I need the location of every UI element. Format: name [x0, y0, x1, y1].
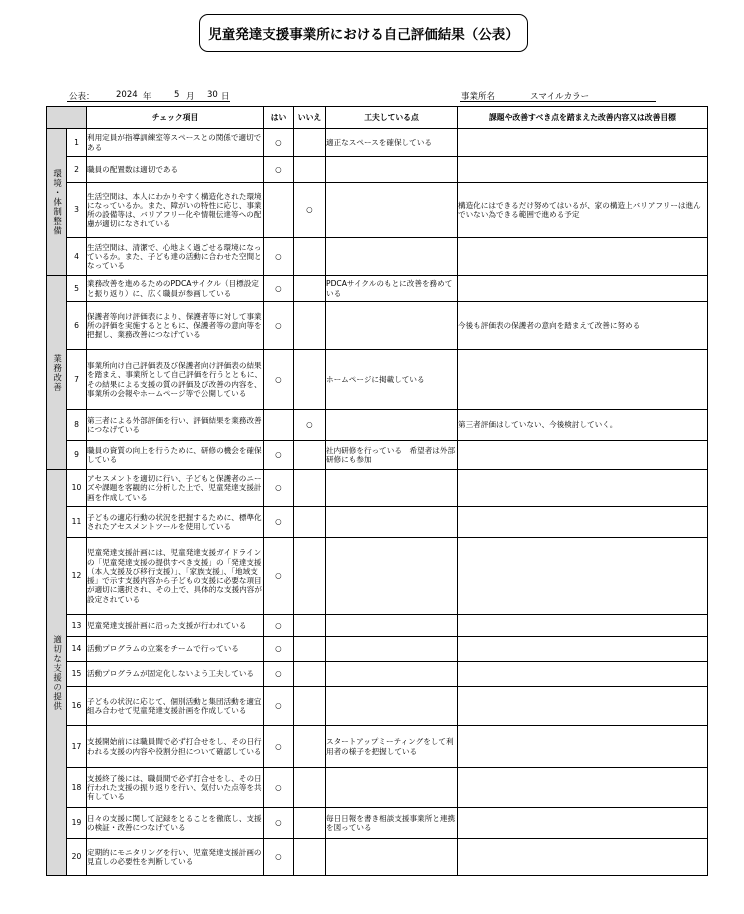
table-row — [47, 350, 708, 410]
yes-mark: ○ — [264, 350, 294, 410]
check-item-text: 利用定員が指導訓練室等スペースとの関係で適切である — [87, 129, 264, 157]
effort-text — [326, 410, 458, 441]
no-mark — [294, 808, 326, 839]
effort-text — [326, 615, 458, 637]
evaluation-table — [46, 106, 708, 876]
yes-mark: ○ — [264, 507, 294, 538]
office-name: スマイルカラー — [530, 92, 590, 102]
check-item-text: 児童発達支援計画に沿った支援が行われている — [87, 615, 264, 637]
table-row — [47, 687, 708, 726]
yes-mark: ○ — [264, 470, 294, 507]
item-number: 11 — [67, 507, 87, 538]
table-row — [47, 768, 708, 808]
item-number: 5 — [67, 276, 87, 302]
improvement-text — [458, 808, 708, 839]
check-item-text: 業務改善を進めるためのPDCAサイクル（目標設定と振り返り）に、広く職員が参画している — [87, 276, 264, 302]
improvement-text — [458, 687, 708, 726]
item-number: 19 — [67, 808, 87, 839]
effort-text — [326, 157, 458, 183]
improvement-text — [458, 238, 708, 276]
check-item-text: 日々の支援に関して記録をとることを徹底し、支援の検証・改善につなげている — [87, 808, 264, 839]
item-number: 7 — [67, 350, 87, 410]
no-mark — [294, 238, 326, 276]
effort-text: PDCAサイクルのもとに改善を務めている — [326, 276, 458, 302]
yes-mark — [264, 183, 294, 238]
check-item-text: 保護者等向け評価表により、保護者等に対して事業所の評価を実施するとともに、保護者等の意向等を把握し、業務改善につなげている — [87, 302, 264, 350]
table-row — [47, 726, 708, 768]
item-number: 6 — [67, 302, 87, 350]
office-name-field — [460, 90, 656, 102]
publication-day: 30 — [207, 90, 218, 100]
no-mark — [294, 687, 326, 726]
improvement-text — [458, 726, 708, 768]
no-mark: ○ — [294, 183, 326, 238]
category-cell — [47, 470, 67, 876]
table-row — [47, 615, 708, 637]
no-mark — [294, 637, 326, 662]
check-item-text: 職員の資質の向上を行うために、研修の機会を確保している — [87, 441, 264, 470]
item-number: 9 — [67, 441, 87, 470]
no-mark — [294, 726, 326, 768]
item-number: 15 — [67, 662, 87, 687]
check-item-text: アセスメントを適切に行い、子どもと保護者のニーズや課題を客観的に分析した上で、児童発達支援計画を作成している — [87, 470, 264, 507]
item-number: 17 — [67, 726, 87, 768]
improvement-text — [458, 662, 708, 687]
check-item-text: 児童発達支援計画には、児童発達支援ガイドラインの「児童発達支援の提供すべき支援」の「発達支援（本人支援及び移行支援）」、「家族支援」、「地域支援」で示す支援内容から子どもの支援に必要な項目が適切に選択され、その上で、具体的な支援内容が設定されている — [87, 538, 264, 615]
yes-mark: ○ — [264, 637, 294, 662]
item-number: 14 — [67, 637, 87, 662]
publication-year-unit: 年 — [143, 92, 152, 102]
yes-mark: ○ — [264, 687, 294, 726]
table-row — [47, 538, 708, 615]
category-cell — [47, 129, 67, 276]
check-item-text: 事業所向け自己評価表及び保護者向け評価表の結果を踏まえ、事業所として自己評価を行うとともに、その結果による支援の質の評価及び改善の内容を、事業所の会報やホームページ等で公開している — [87, 350, 264, 410]
no-mark — [294, 538, 326, 615]
yes-mark: ○ — [264, 538, 294, 615]
no-mark — [294, 276, 326, 302]
yes-mark: ○ — [264, 441, 294, 470]
item-number: 16 — [67, 687, 87, 726]
check-item-text: 活動プログラムが固定化しないよう工夫している — [87, 662, 264, 687]
header-efforts: 工夫している点 — [326, 107, 458, 129]
no-mark — [294, 768, 326, 808]
effort-text — [326, 183, 458, 238]
category-label: 環境・体制整備 — [51, 168, 62, 236]
improvement-text: 第三者評価はしていない、今後検討していく。 — [458, 410, 708, 441]
item-number: 3 — [67, 183, 87, 238]
table-row — [47, 470, 708, 507]
effort-text: 適正なスペースを確保している — [326, 129, 458, 157]
no-mark — [294, 662, 326, 687]
improvement-text — [458, 276, 708, 302]
category-label: 業務改善 — [51, 353, 62, 392]
publication-month: 5 — [174, 90, 180, 100]
yes-mark: ○ — [264, 615, 294, 637]
header-check-item: チェック項目 — [87, 107, 264, 129]
no-mark — [294, 839, 326, 876]
table-row — [47, 129, 708, 157]
table-row — [47, 441, 708, 470]
table-row — [47, 662, 708, 687]
no-mark: ○ — [294, 410, 326, 441]
effort-text — [326, 538, 458, 615]
yes-mark: ○ — [264, 238, 294, 276]
effort-text: ホームページに掲載している — [326, 350, 458, 410]
effort-text — [326, 238, 458, 276]
item-number: 2 — [67, 157, 87, 183]
item-number: 8 — [67, 410, 87, 441]
header-no: いいえ — [294, 107, 326, 129]
table-row — [47, 302, 708, 350]
improvement-text — [458, 129, 708, 157]
publication-label: 公表： — [69, 92, 95, 102]
category-cell — [47, 276, 67, 470]
item-number: 10 — [67, 470, 87, 507]
check-item-text: 生活空間は、清潔で、心地よく過ごせる環境になっているか。また、子ども達の活動に合わせた空間となっている — [87, 238, 264, 276]
yes-mark — [264, 410, 294, 441]
check-item-text: 支援開始前には職員間で必ず打合せをし、その日行われる支援の内容や役割分担について確認している — [87, 726, 264, 768]
office-label: 事業所名 — [461, 92, 496, 102]
no-mark — [294, 129, 326, 157]
improvement-text: 今後も評価表の保護者の意向を踏まえて改善に努める — [458, 302, 708, 350]
no-mark — [294, 157, 326, 183]
table-row — [47, 410, 708, 441]
table-row — [47, 238, 708, 276]
no-mark — [294, 302, 326, 350]
item-number: 1 — [67, 129, 87, 157]
improvement-text — [458, 157, 708, 183]
effort-text — [326, 687, 458, 726]
header-yes: はい — [264, 107, 294, 129]
effort-text — [326, 662, 458, 687]
no-mark — [294, 615, 326, 637]
no-mark — [294, 470, 326, 507]
check-item-text: 支援終了後には、職員間で必ず打合せをし、その日行われた支援の振り返りを行い、気付いた点等を共有している — [87, 768, 264, 808]
table-row — [47, 276, 708, 302]
effort-text — [326, 637, 458, 662]
header-blank — [47, 107, 87, 129]
yes-mark: ○ — [264, 302, 294, 350]
yes-mark: ○ — [264, 768, 294, 808]
table-row — [47, 839, 708, 876]
yes-mark: ○ — [264, 276, 294, 302]
no-mark — [294, 441, 326, 470]
yes-mark: ○ — [264, 808, 294, 839]
effort-text — [326, 507, 458, 538]
category-label: 適切な支援の提供 — [51, 634, 62, 711]
improvement-text: 構造化にはできるだけ努めてはいるが、家の構造上バリアフリーは進んでいない為できる範囲で進める予定 — [458, 183, 708, 238]
improvement-text — [458, 637, 708, 662]
publication-date — [67, 90, 230, 102]
improvement-text — [458, 538, 708, 615]
yes-mark: ○ — [264, 726, 294, 768]
check-item-text: 子どもの適応行動の状況を把握するために、標準化されたアセスメントツールを使用している — [87, 507, 264, 538]
effort-text: 社内研修を行っている 希望者は外部研修にも参加 — [326, 441, 458, 470]
no-mark — [294, 507, 326, 538]
header-improvement: 課題や改善すべき点を踏まえた改善内容又は改善目標 — [458, 107, 708, 129]
item-number: 12 — [67, 538, 87, 615]
check-item-text: 活動プログラムの立案をチームで行っている — [87, 637, 264, 662]
publication-month-unit: 月 — [186, 92, 195, 102]
yes-mark: ○ — [264, 662, 294, 687]
effort-text — [326, 839, 458, 876]
check-item-text: 定期的にモニタリングを行い、児童発達支援計画の見直しの必要性を判断している — [87, 839, 264, 876]
publication-day-unit: 日 — [221, 92, 230, 102]
effort-text — [326, 470, 458, 507]
improvement-text — [458, 350, 708, 410]
table-header-row — [47, 107, 708, 129]
improvement-text — [458, 839, 708, 876]
improvement-text — [458, 441, 708, 470]
check-item-text: 子どもの状況に応じて、個別活動と集団活動を適宜組み合わせて児童発達支援計画を作成している — [87, 687, 264, 726]
table-row — [47, 808, 708, 839]
effort-text: スタートアップミーティングをして利用者の様子を把握している — [326, 726, 458, 768]
effort-text — [326, 302, 458, 350]
page-title: 児童発達支援事業所における自己評価結果（公表） — [199, 14, 528, 52]
improvement-text — [458, 470, 708, 507]
item-number: 13 — [67, 615, 87, 637]
effort-text — [326, 768, 458, 808]
table-row — [47, 183, 708, 238]
item-number: 18 — [67, 768, 87, 808]
table-row — [47, 157, 708, 183]
improvement-text — [458, 615, 708, 637]
publication-year: 2024 — [116, 90, 138, 100]
no-mark — [294, 350, 326, 410]
yes-mark: ○ — [264, 129, 294, 157]
check-item-text: 第三者による外部評価を行い、評価結果を業務改善につなげている — [87, 410, 264, 441]
improvement-text — [458, 768, 708, 808]
item-number: 4 — [67, 238, 87, 276]
check-item-text: 職員の配置数は適切である — [87, 157, 264, 183]
yes-mark: ○ — [264, 157, 294, 183]
item-number: 20 — [67, 839, 87, 876]
improvement-text — [458, 507, 708, 538]
yes-mark: ○ — [264, 839, 294, 876]
table-row — [47, 637, 708, 662]
check-item-text: 生活空間は、本人にわかりやすく構造化された環境になっているか。また、障がいの特性に応じ、事業所の設備等は、バリアフリー化や情報伝達等への配慮が適切になされている — [87, 183, 264, 238]
table-row — [47, 507, 708, 538]
effort-text: 毎日日報を書き相談支援事業所と連携を図っている — [326, 808, 458, 839]
